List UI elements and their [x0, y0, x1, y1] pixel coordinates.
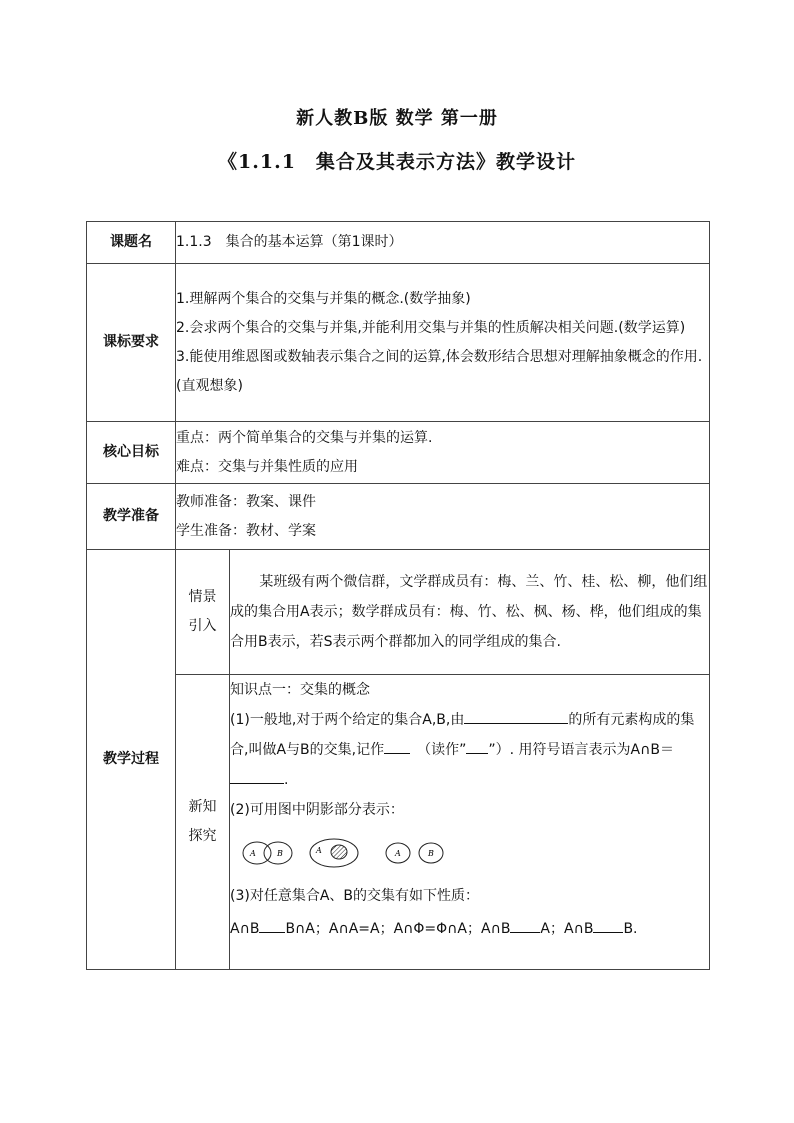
blank-symbolic [230, 766, 284, 784]
intersection-definition [230, 705, 709, 795]
venn-subset-label: A [316, 846, 322, 855]
intersection-properties [230, 914, 709, 944]
def-part-1: (1)一般地,对于两个给定的集合A,B,由 [230, 712, 465, 728]
standard-item-3: 3.能使用维恩图或数轴表示集合之间的运算,体会数形结合思想对理解抽象概念的作用.(直观想象) [176, 348, 703, 394]
scene-content [230, 550, 710, 675]
explore-label [176, 675, 230, 970]
def-part-2: 的所有元素构成的集合,叫做A与B的交集,记作 [230, 712, 695, 758]
prep-content [176, 484, 710, 550]
prop-part-1: A∩B [230, 921, 260, 937]
process-label: 教学过程 [87, 550, 176, 970]
document-subtitle: 《1.1.1 集合及其表示方法》教学设计 [218, 151, 576, 173]
venn-subset-shaded-region [331, 845, 347, 859]
teacher-prep: 教师准备：教案、课件 [176, 493, 316, 510]
standard-item-2: 2.会求两个集合的交集与并集,并能利用交集与并集的性质解决相关问题.(数学运算) [176, 319, 686, 336]
blank-reading [466, 736, 488, 754]
explore-label-line1: 新知 [188, 799, 217, 815]
blank-notation [384, 736, 410, 754]
scene-label-line1: 情景 [188, 589, 217, 605]
standards-label: 课标要求 [87, 264, 176, 422]
lesson-plan-table [86, 221, 710, 970]
difficult-point: 难点：交集与并集性质的应用 [176, 458, 358, 475]
venn-overlap-diagram [234, 833, 304, 873]
venn-diagrams [234, 831, 709, 875]
student-prep: 学生准备：教材、学案 [176, 522, 316, 539]
venn-disjoint-diagram [384, 833, 464, 873]
venn-caption: (2)可用图中阴影部分表示： [230, 802, 404, 818]
standards-content [176, 264, 710, 422]
venn-disjoint-label-b: B [428, 849, 434, 858]
core-content [176, 422, 710, 484]
scene-label-line2: 引入 [188, 618, 217, 634]
scene-label [176, 550, 230, 675]
properties-intro: (3)对任意集合A、B的交集有如下性质： [230, 888, 480, 904]
explore-content [230, 675, 710, 970]
document-title: 新人教B版 数学 第一册 [296, 108, 498, 129]
row-standards [87, 264, 710, 422]
def-part-4: ”）. 用符号语言表示为A∩B＝ [488, 742, 674, 758]
blank-prop-2 [510, 915, 540, 933]
def-part-3: （读作” [424, 742, 467, 758]
row-new-knowledge [87, 675, 710, 970]
scene-text: 某班级有两个微信群，文学群成员有：梅、兰、竹、桂、松、柳，他们组成的集合用A表示；数学群成员有：梅、竹、松、枫、杨、桦，他们组成的集合用B表示，若S表示两个群都加入的同学组成的集合. [230, 574, 708, 650]
topic-value: 1.1.3 集合的基本运算（第1课时） [176, 222, 710, 264]
topic-label: 课题名 [87, 222, 176, 264]
standard-item-1: 1.理解两个集合的交集与并集的概念.(数学抽象) [176, 290, 471, 307]
blank-prop-3 [593, 915, 623, 933]
prop-part-2: B∩A；A∩A=A；A∩Φ=Φ∩A；A∩B [285, 921, 511, 937]
core-label: 核心目标 [87, 422, 176, 484]
row-core-goals [87, 422, 710, 484]
venn-overlap-label-b: B [277, 849, 283, 858]
venn-overlap-label-a: A [250, 849, 256, 858]
venn-subset-diagram [304, 831, 364, 875]
blank-prop-1 [259, 915, 285, 933]
row-scene-intro [87, 550, 710, 675]
key-point: 重点：两个简单集合的交集与并集的运算. [176, 429, 433, 446]
blank-condition [464, 706, 568, 724]
prop-part-4: B. [623, 921, 638, 937]
prep-label: 教学准备 [87, 484, 176, 550]
def-part-5: . [284, 772, 289, 788]
row-preparation [87, 484, 710, 550]
explore-label-line2: 探究 [188, 828, 217, 844]
prop-part-3: A；A∩B [540, 921, 594, 937]
knowledge-point-title: 知识点一：交集的概念 [230, 682, 370, 698]
venn-overlap-set-a [243, 842, 271, 864]
venn-disjoint-label-a: A [395, 849, 401, 858]
row-topic [87, 222, 710, 264]
